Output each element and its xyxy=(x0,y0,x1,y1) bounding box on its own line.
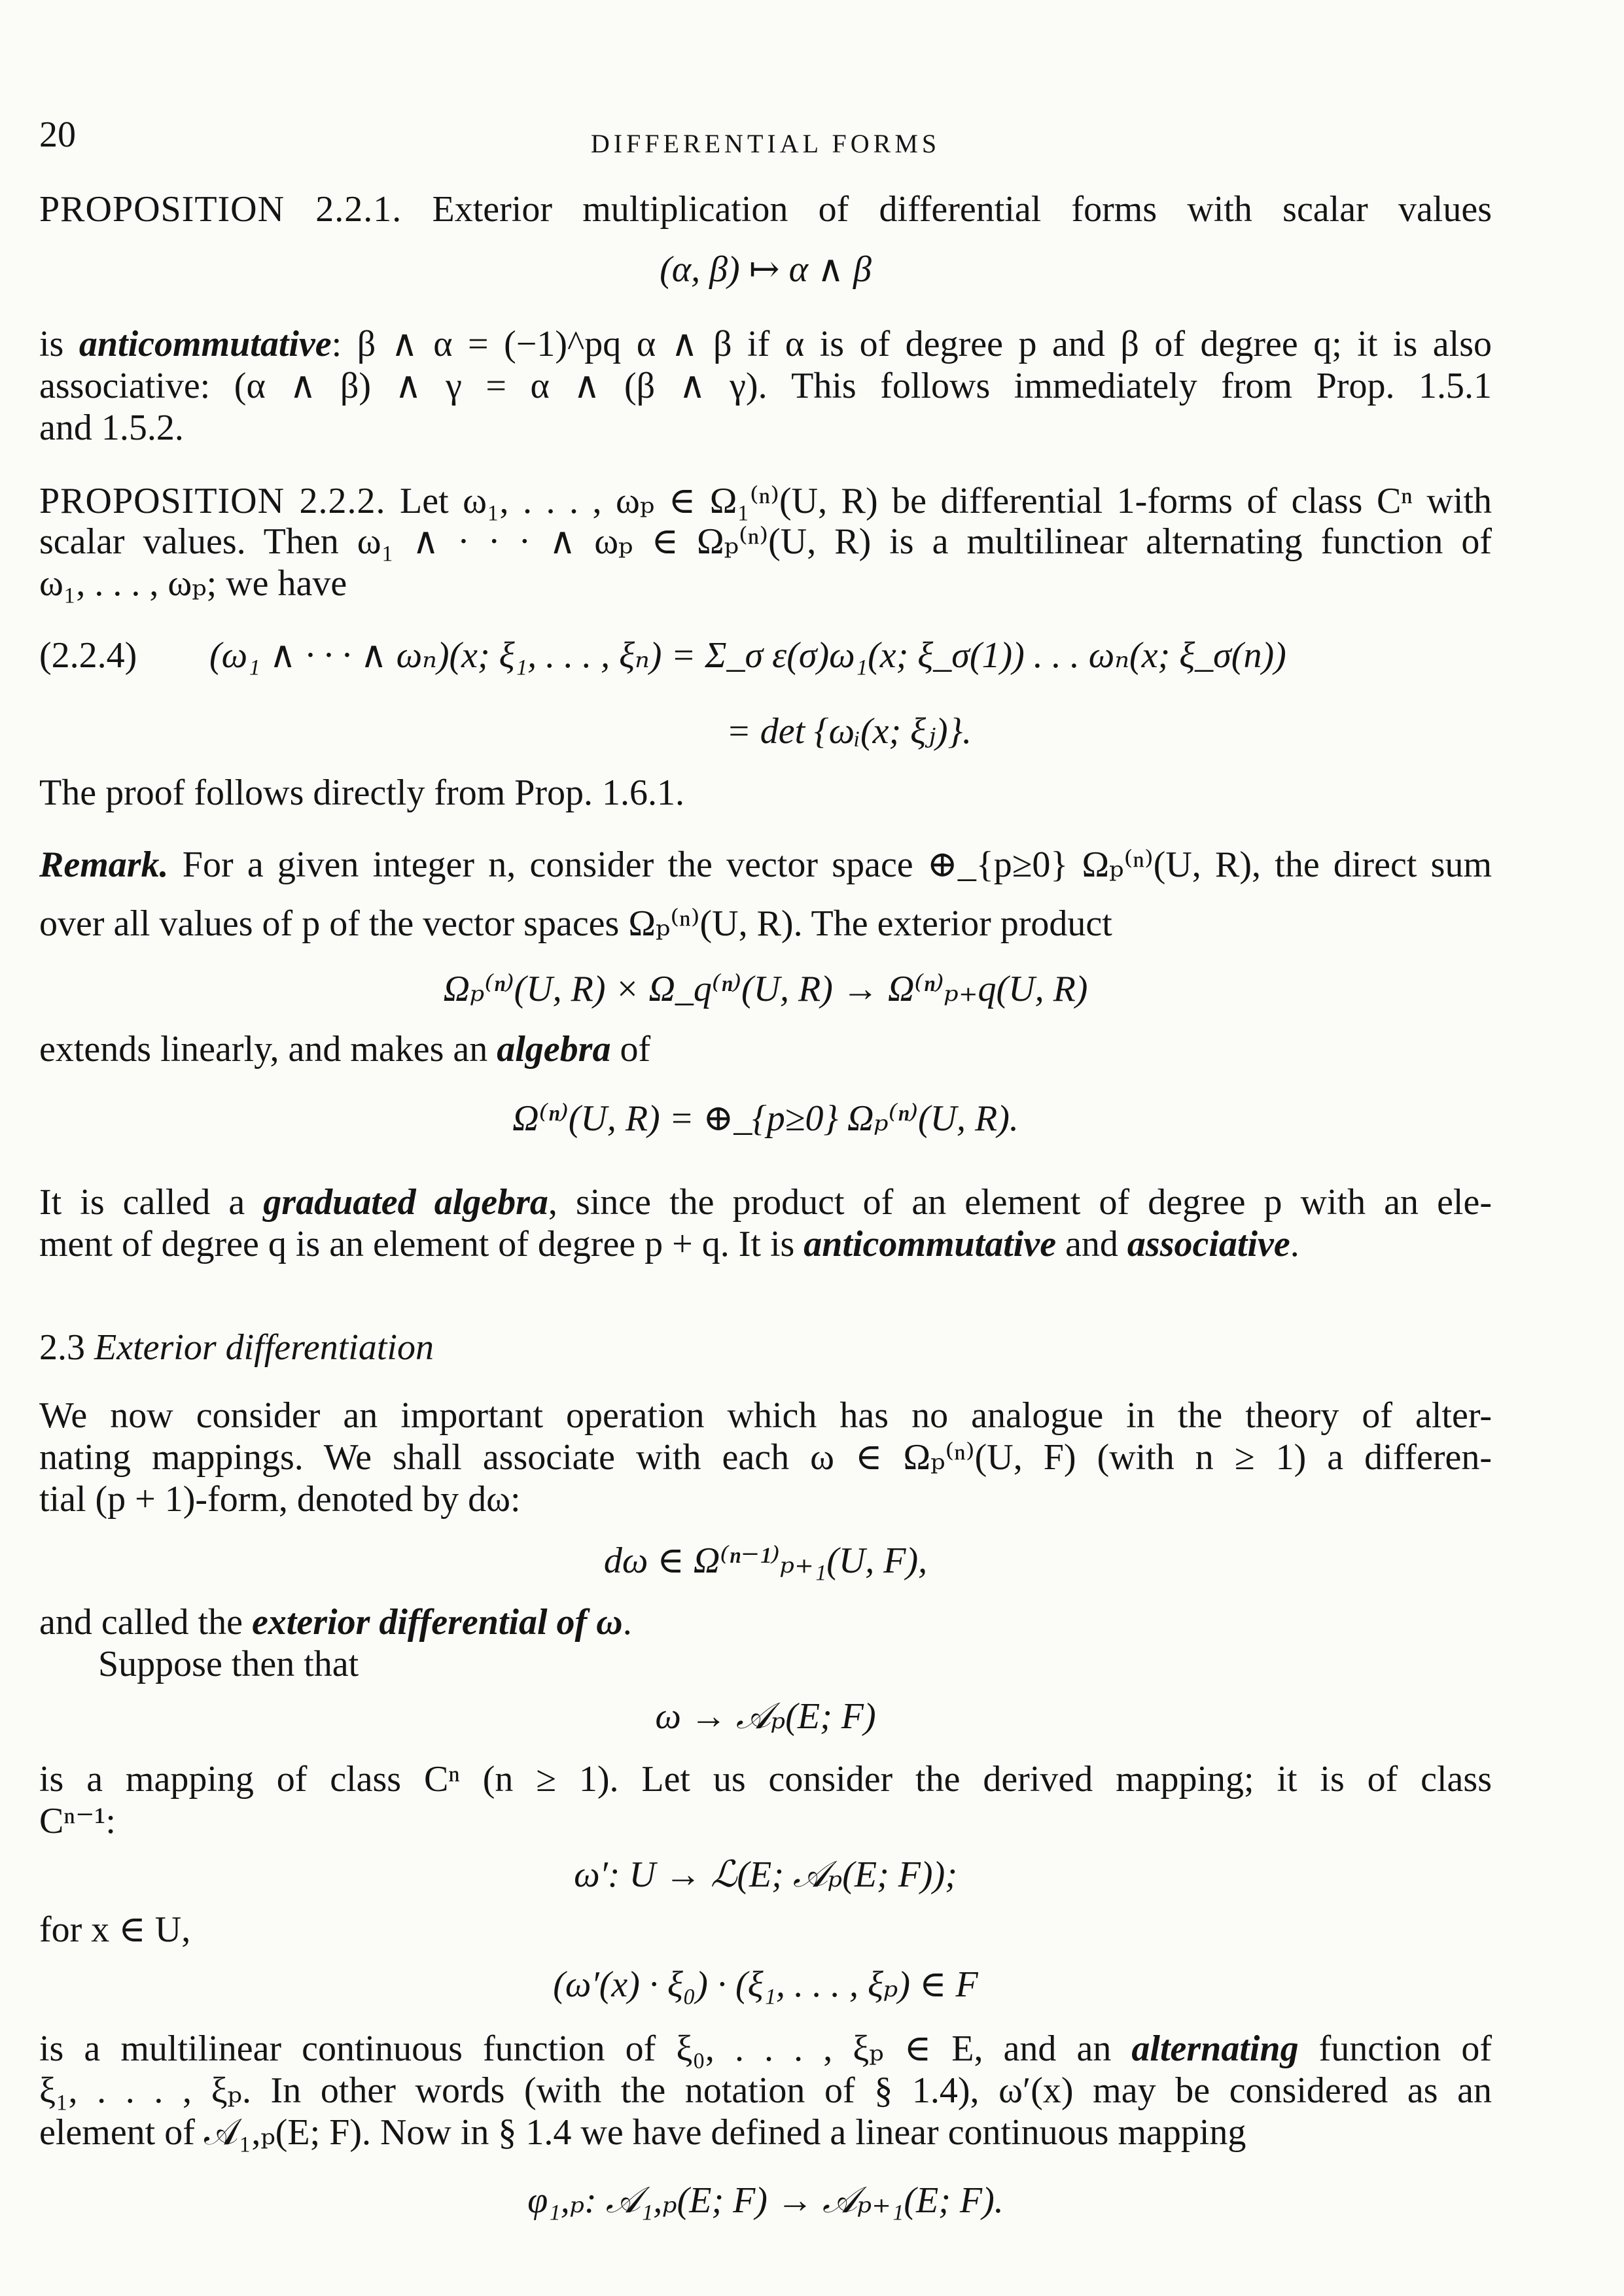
page-number: 20 xyxy=(39,114,76,155)
body-p1-line3: tial (p + 1)-form, denoted by dω: xyxy=(39,1479,521,1520)
prop-2-2-1-display: (α, β) ↦ α ∧ β xyxy=(660,249,872,290)
body-p1-line2: nating mappings. We shall associate with each ω ∈ Ωₚ⁽ⁿ⁾(U, F) (with n ≥ 1) a differen- xyxy=(39,1437,1492,1478)
body-display4: (ω′(x) · ξ₀) · (ξ₁, . . . , ξₚ) ∈ F xyxy=(553,1964,978,2005)
remark-display1: Ωₚ⁽ⁿ⁾(U, R) × Ω_q⁽ⁿ⁾(U, R) → Ω⁽ⁿ⁾ₚ₊q(U, R) xyxy=(443,969,1088,1009)
remark-display2: Ω⁽ⁿ⁾(U, R) = ⊕_{p≥0} Ωₚ⁽ⁿ⁾(U, R). xyxy=(512,1098,1019,1139)
body-p6-line2: ξ₁, . . . , ξₚ. In other words (with the notation of § 1.4), ω′(x) may be considered as an xyxy=(39,2070,1492,2111)
remark-line3: extends linearly, and makes an algebra of xyxy=(39,1029,651,1070)
body-p4-line1: is a mapping of class Cⁿ (n ≥ 1). Let us consider the derived mapping; it is of class xyxy=(39,1759,1492,1800)
prop-2-2-1-line1: PROPOSITION 2.2.1. Exterior multiplication of differential forms with scalar values xyxy=(39,189,1492,230)
prop-2-2-1-line3: associative: (α ∧ β) ∧ γ = α ∧ (β ∧ γ). This follows immediately from Prop. 1.5.1 xyxy=(39,366,1492,406)
body-p4-line2: Cⁿ⁻¹: xyxy=(39,1801,116,1841)
prop-2-2-2-line2: scalar values. Then ω₁ ∧ · · · ∧ ωₚ ∈ Ωₚ⁽ⁿ⁾(U, R) is a multilinear alternating function of xyxy=(39,521,1492,562)
equation-2-2-4-line1: (ω₁ ∧ · · · ∧ ωₙ)(x; ξ₁, . . . , ξₙ) = Σ_σ ε(σ)ω₁(x; ξ_σ(1)) . . . ωₙ(x; ξ_σ(n)) xyxy=(209,635,1286,676)
prop-2-2-1-line4: and 1.5.2. xyxy=(39,408,184,448)
term-graduated-algebra: graduated algebra xyxy=(263,1182,548,1223)
body-p1-line1: We now consider an important operation which has no analogue in the theory of alter- xyxy=(39,1395,1492,1436)
section-heading xyxy=(39,1325,1492,1370)
body-p3: Suppose then that xyxy=(98,1644,359,1684)
remark-label: Remark. xyxy=(39,844,169,885)
term-alternating: alternating xyxy=(1131,2028,1299,2069)
proof-line: The proof follows directly from Prop. 1.6.1. xyxy=(39,773,685,813)
section-title: Exterior differentiation xyxy=(94,1327,434,1368)
prop-2-2-1-label: PROPOSITION 2.2.1. xyxy=(39,189,402,230)
remark-line2: over all values of p of the vector spaces Ωₚ⁽ⁿ⁾(U, R). The exterior product xyxy=(39,903,1112,944)
section-number: 2.3 xyxy=(39,1327,85,1368)
remark-line1: Remark. For a given integer n, consider the vector space ⊕_{p≥0} Ωₚ⁽ⁿ⁾(U, R), the direct sum xyxy=(39,844,1492,885)
prop-2-2-1-line2: is anticommutative: β ∧ α = (−1)^pq α ∧ β if α is of degree p and β of degree q; it is also xyxy=(39,324,1492,364)
body-display5: φ₁,ₚ: 𝒜₁,ₚ(E; F) → 𝒜ₚ₊₁(E; F). xyxy=(527,2180,1004,2221)
term-exterior-differential: exterior differential of ω xyxy=(251,1602,623,1643)
body-display3: ω′: U → ℒ(E; 𝒜ₚ(E; F)); xyxy=(574,1854,957,1895)
term-anticommutative: anticommutative xyxy=(79,324,332,364)
remark-line4: It is called a graduated algebra, since the product of an element of degree p with an ele- xyxy=(39,1182,1492,1223)
body-display1: dω ∈ Ω⁽ⁿ⁻¹⁾ₚ₊₁(U, F), xyxy=(603,1540,928,1581)
prop-2-2-2-line3: ω₁, . . . , ωₚ; we have xyxy=(39,563,347,604)
body-p6-line3: element of 𝒜₁,ₚ(E; F). Now in § 1.4 we have defined a linear continuous mapping xyxy=(39,2112,1246,2153)
term-algebra: algebra xyxy=(497,1029,611,1070)
body-p6-line1: is a multilinear continuous function of ξ₀, . . . , ξₚ ∈ E, and an alternating function of xyxy=(39,2028,1492,2069)
body-p2: and called the exterior differential of ω. xyxy=(39,1602,632,1643)
running-title: DIFFERENTIAL FORMS xyxy=(590,129,941,158)
body-display2: ω → 𝒜ₚ(E; F) xyxy=(655,1696,876,1737)
equation-2-2-4-line2: = det {ωᵢ(x; ξⱼ)}. xyxy=(726,711,972,752)
equation-number: (2.2.4) xyxy=(39,635,137,676)
prop-2-2-2-line1: PROPOSITION 2.2.2. Let ω₁, . . . , ωₚ ∈ Ω₁⁽ⁿ⁾(U, R) be differential 1-forms of class Cⁿ with xyxy=(39,481,1492,521)
prop-2-2-2-label: PROPOSITION 2.2.2. xyxy=(39,481,386,521)
remark-line5: ment of degree q is an element of degree p + q. It is anticommutative and associative. xyxy=(39,1224,1299,1264)
body-p5: for x ∈ U, xyxy=(39,1909,191,1950)
